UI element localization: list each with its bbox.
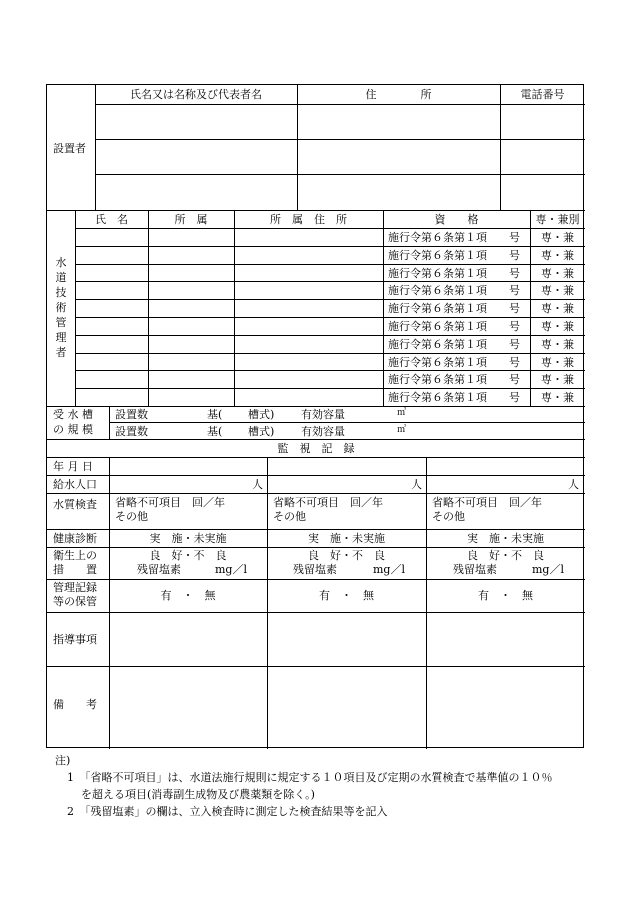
health-value: 実 施・未実施: [149, 532, 227, 545]
divider: [95, 139, 585, 140]
type-cell: 専・兼: [541, 284, 574, 298]
quality-line2: その他: [115, 510, 148, 523]
type-cell: 専・兼: [541, 391, 574, 405]
divider: [47, 406, 585, 407]
divider: [75, 388, 585, 389]
divider: [75, 370, 585, 371]
qualification-cell: 施行令第６条第１項 号: [388, 266, 520, 280]
type-cell: 専・兼: [541, 266, 574, 280]
qualification-cell: 施行令第６条第１項 号: [388, 391, 520, 405]
records-value: 有 ・ 無: [319, 589, 374, 602]
hygiene-line1: 良 好・不 良: [467, 549, 544, 562]
records-value: 有 ・ 無: [160, 589, 216, 602]
hygiene-label-2: 措 置: [53, 563, 97, 576]
divider: [75, 281, 585, 282]
divider: [75, 210, 76, 406]
divider: [75, 264, 585, 265]
type-cell: 専・兼: [541, 231, 574, 244]
type-cell: 専・兼: [541, 320, 574, 333]
quality-label: 水質検査: [53, 498, 97, 511]
divider: [383, 210, 384, 406]
health-value: 実 施・未実施: [308, 532, 385, 545]
note-2: 2 「残留塩素」の欄は、立入検査時に測定した検査結果等を記入: [67, 805, 388, 819]
header-name: 氏名又は名称及び代表者名: [130, 88, 262, 101]
type-cell: 専・兼: [541, 373, 574, 387]
label-char: 管: [55, 316, 67, 329]
records-label-1: 管理記録: [53, 581, 97, 594]
divider: [47, 529, 585, 530]
chlorine-unit: mg／l: [532, 563, 564, 576]
qualification-cell: 施行令第６条第１項 号: [388, 231, 520, 244]
qualification-cell: 施行令第６条第１項 号: [388, 355, 520, 369]
header-phone: 電話番号: [520, 88, 565, 101]
monitoring-title: 監 視 記 録: [277, 442, 355, 455]
tank-capacity-label: 有効容量: [301, 408, 345, 421]
quality-line2: その他: [273, 510, 306, 523]
installer-label: 設置者: [53, 142, 86, 155]
tank-unit: 基(: [207, 425, 223, 438]
quality-line1: 省略不可項目 回／年: [115, 496, 225, 509]
tank-type: 槽式): [248, 425, 275, 438]
label-char: 水: [55, 256, 67, 269]
population-label: 給水人口: [53, 478, 97, 491]
chlorine-label: 残留塩素: [137, 563, 181, 576]
tank-label-1: 受 水 槽: [53, 408, 93, 421]
tank-type: 槽式): [248, 408, 275, 421]
divider: [109, 422, 585, 423]
health-label: 健康診断: [53, 532, 97, 545]
qualification-cell: 施行令第６条第１項 号: [388, 337, 520, 351]
chlorine-unit: mg／l: [373, 563, 405, 576]
header-tech-name: 氏 名: [95, 213, 128, 226]
divider: [47, 579, 585, 580]
qualification-cell: 施行令第６条第１項 号: [388, 302, 520, 316]
divider: [47, 210, 585, 211]
divider: [148, 210, 149, 406]
notes-title: 注): [55, 754, 71, 767]
tank-capacity-label: 有効容量: [301, 425, 345, 438]
divider: [47, 439, 585, 440]
tank-label-2: の 規 模: [53, 423, 93, 436]
qualification-cell: 施行令第６条第１項 号: [388, 284, 520, 298]
notes: [55, 752, 553, 820]
qualification-cell: 施行令第６条第１項 号: [388, 320, 520, 333]
date-label: 年 月 日: [53, 460, 93, 473]
header-qualification: 資 格: [434, 213, 479, 226]
remarks-label: 備 考: [53, 698, 97, 711]
note-1-line-2: を超える項目(消毒副生成物及び農薬類を除く。): [81, 788, 315, 802]
label-char: 者: [55, 346, 67, 359]
divider: [47, 612, 585, 613]
health-value: 実 施・未実施: [467, 532, 544, 545]
population-unit: 人: [411, 478, 422, 491]
hygiene-line1: 良 好・不 良: [149, 549, 227, 562]
hygiene-line1: 良 好・不 良: [308, 549, 385, 562]
divider: [267, 457, 268, 749]
divider: [47, 547, 585, 548]
quality-line1: 省略不可項目 回／年: [432, 496, 542, 509]
tank-count-label: 設置数: [115, 425, 148, 438]
water-tech-label: [47, 255, 75, 360]
tank-capacity-unit: ㎥: [397, 408, 407, 418]
type-cell: 専・兼: [541, 355, 574, 369]
population-unit: 人: [568, 478, 579, 491]
divider: [75, 317, 585, 318]
divider: [47, 475, 585, 476]
header-affiliation-address: 所 属 住 所: [270, 213, 347, 226]
divider: [47, 457, 585, 458]
divider: [426, 457, 427, 749]
label-char: 理: [55, 331, 67, 344]
tank-capacity-unit: ㎥: [397, 425, 407, 435]
label-char: 技: [55, 286, 67, 299]
divider: [75, 228, 585, 229]
note-1-line-1: 1 「省略不可項目」は、水道法施行規則に規定する１０項目及び定期の水質検査で基準値の１０％: [67, 771, 553, 785]
label-char: 道: [55, 271, 67, 284]
records-label-2: 等の保管: [53, 595, 97, 608]
inspection-form: [46, 84, 584, 748]
divider: [95, 104, 585, 105]
divider: [47, 493, 585, 494]
tank-count-label: 設置数: [115, 408, 148, 421]
divider: [95, 174, 585, 175]
type-cell: 専・兼: [541, 302, 574, 316]
header-type: 専・兼別: [535, 213, 580, 226]
divider: [75, 299, 585, 300]
qualification-cell: 施行令第６条第１項 号: [388, 248, 520, 262]
divider: [109, 457, 110, 749]
chlorine-label: 残留塩素: [293, 563, 337, 576]
header-address: 住 所: [365, 88, 432, 101]
quality-line1: 省略不可項目 回／年: [273, 496, 383, 509]
label-char: 術: [55, 301, 67, 314]
hygiene-label-1: 衛生上の: [53, 549, 97, 562]
type-cell: 専・兼: [541, 337, 574, 351]
divider: [75, 335, 585, 336]
divider: [47, 666, 585, 667]
divider: [234, 210, 235, 406]
qualification-cell: 施行令第６条第１項 号: [388, 373, 520, 387]
quality-line2: その他: [432, 510, 465, 523]
population-unit: 人: [252, 478, 263, 491]
records-value: 有 ・ 無: [478, 589, 533, 602]
guidance-label: 指導事項: [53, 633, 97, 646]
header-affiliation: 所 属: [174, 213, 208, 226]
type-cell: 専・兼: [541, 248, 574, 262]
chlorine-label: 残留塩素: [453, 563, 497, 576]
chlorine-unit: mg／l: [215, 563, 247, 576]
divider: [75, 353, 585, 354]
divider: [75, 246, 585, 247]
tank-unit: 基(: [207, 408, 223, 421]
